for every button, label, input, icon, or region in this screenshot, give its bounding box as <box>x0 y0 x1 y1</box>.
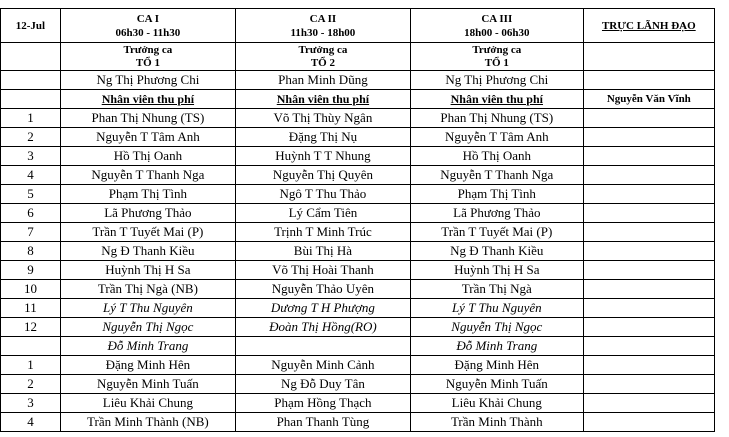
table-row <box>1 394 715 413</box>
shift-2-staff-cell[interactable]: Ng Đỗ Duy Tân <box>235 375 410 394</box>
duty-cell[interactable] <box>583 109 714 128</box>
table-row <box>1 223 715 242</box>
duty-cell[interactable] <box>583 204 714 223</box>
leader-2-team: TỔ 2 <box>310 56 335 69</box>
leader-name-row <box>1 71 715 90</box>
row-number-cell[interactable]: 11 <box>1 299 61 318</box>
duty-cell[interactable] <box>583 147 714 166</box>
leader-2-role-label: Trưởng ca <box>298 43 348 56</box>
shift-3-staff-cell[interactable]: Phan Thị Nhung (TS) <box>410 109 583 128</box>
shift-2-name: CA II <box>309 12 337 25</box>
leader-3-team: TỔ 1 <box>484 56 509 69</box>
shift-1-staff-cell[interactable]: Nguyễn Minh Tuấn <box>60 375 235 394</box>
row-number-cell[interactable]: 8 <box>1 242 61 261</box>
shift-1-staff-cell[interactable]: Đặng Minh Hên <box>60 356 235 375</box>
shift-1-staff-cell[interactable]: Phan Thị Nhung (TS) <box>60 109 235 128</box>
leader-1-team: TỔ 1 <box>135 56 160 69</box>
shift-3-staff-cell[interactable]: Nguyễn Thị Ngọc <box>410 318 583 337</box>
duty-cell[interactable] <box>583 261 714 280</box>
empty-cell[interactable] <box>1 71 61 90</box>
shift-2-staff-cell[interactable]: Trịnh T Minh Trúc <box>235 223 410 242</box>
staff-header-1[interactable]: Nhân viên thu phí <box>60 90 235 109</box>
shift-2-staff-cell[interactable] <box>235 337 410 356</box>
shift-1-time: 06h30 - 11h30 <box>115 26 181 39</box>
row-number-cell[interactable]: 1 <box>1 109 61 128</box>
table-row <box>1 261 715 280</box>
table-row <box>1 318 715 337</box>
duty-cell[interactable] <box>583 185 714 204</box>
row-number-cell[interactable]: 9 <box>1 261 61 280</box>
leader-1-name[interactable]: Ng Thị Phương Chi <box>60 71 235 90</box>
table-row <box>1 109 715 128</box>
shift-3-staff-cell[interactable]: Phạm Thị Tình <box>410 185 583 204</box>
row-number-cell[interactable]: 4 <box>1 166 61 185</box>
shift-3-staff-cell[interactable]: Hồ Thị Oanh <box>410 147 583 166</box>
shift-2-staff-cell[interactable]: Phạm Hồng Thạch <box>235 394 410 413</box>
shift-3-staff-cell[interactable]: Trần Thị Ngà <box>410 280 583 299</box>
shift-2-staff-cell[interactable]: Dương T H Phượng <box>235 299 410 318</box>
duty-cell[interactable] <box>583 413 714 432</box>
duty-cell[interactable] <box>583 128 714 147</box>
row-number-cell[interactable]: 5 <box>1 185 61 204</box>
shift-3-time: 18h00 - 06h30 <box>464 26 530 39</box>
shift-1-staff-cell[interactable]: Lý T Thu Nguyên <box>60 299 235 318</box>
duty-cell[interactable] <box>583 299 714 318</box>
shift-2-header[interactable] <box>235 9 410 43</box>
table-row <box>1 375 715 394</box>
empty-cell[interactable] <box>1 43 61 71</box>
row-number-cell[interactable]: 4 <box>1 413 61 432</box>
row-number-cell[interactable]: 1 <box>1 356 61 375</box>
duty-cell[interactable] <box>583 242 714 261</box>
duty-cell[interactable] <box>583 166 714 185</box>
table-row <box>1 413 715 432</box>
shift-1-staff-cell[interactable]: Phạm Thị Tình <box>60 185 235 204</box>
row-number-cell[interactable]: 3 <box>1 394 61 413</box>
leader-2-name[interactable]: Phan Minh Dũng <box>235 71 410 90</box>
shift-1-staff-cell[interactable]: Nguyễn Thị Ngọc <box>60 318 235 337</box>
duty-leader-name[interactable]: Nguyễn Văn Vĩnh <box>583 90 714 109</box>
staff-header-3[interactable]: Nhân viên thu phí <box>410 90 583 109</box>
shift-1-staff-cell[interactable]: Huỳnh Thị H Sa <box>60 261 235 280</box>
shift-2-staff-cell[interactable]: Nguyễn Thảo Uyên <box>235 280 410 299</box>
shift-1-staff-cell[interactable]: Trần Minh Thành (NB) <box>60 413 235 432</box>
duty-cell[interactable] <box>583 223 714 242</box>
shift-3-staff-cell[interactable]: Nguyễn T Thanh Nga <box>410 166 583 185</box>
shift-1-staff-cell[interactable]: Nguyễn T Thanh Nga <box>60 166 235 185</box>
shift-3-staff-cell[interactable]: Trần T Tuyết Mai (P) <box>410 223 583 242</box>
table-row <box>1 166 715 185</box>
duty-cell[interactable] <box>583 280 714 299</box>
shift-2-staff-cell[interactable]: Nguyễn Thị Quyên <box>235 166 410 185</box>
leader-2-role[interactable] <box>235 43 410 71</box>
shift-1-staff-cell[interactable]: Liêu Khải Chung <box>60 394 235 413</box>
row-number-cell[interactable]: 3 <box>1 147 61 166</box>
shift-3-staff-cell[interactable]: Huỳnh Thị H Sa <box>410 261 583 280</box>
shift-3-staff-cell[interactable]: Lý T Thu Nguyên <box>410 299 583 318</box>
leader-3-role-label: Trưởng ca <box>472 43 522 56</box>
shift-3-header[interactable] <box>410 9 583 43</box>
duty-leader-header[interactable]: TRỰC LÃNH ĐẠO <box>583 9 714 43</box>
table-row <box>1 185 715 204</box>
shift-2-staff-cell[interactable]: Đặng Thị Nụ <box>235 128 410 147</box>
shift-2-staff-cell[interactable]: Võ Thị Thùy Ngân <box>235 109 410 128</box>
shift-2-time: 11h30 - 18h00 <box>290 26 356 39</box>
empty-cell[interactable] <box>1 90 61 109</box>
shift-2-staff-cell[interactable]: Bùi Thị Hà <box>235 242 410 261</box>
shift-1-staff-cell[interactable]: Trần Thị Ngà (NB) <box>60 280 235 299</box>
shift-2-staff-cell[interactable]: Đoàn Thị Hồng(RO) <box>235 318 410 337</box>
shift-3-staff-cell[interactable]: Đỗ Minh Trang <box>410 337 583 356</box>
shift-3-staff-cell[interactable]: Trần Minh Thành <box>410 413 583 432</box>
shift-3-staff-cell[interactable]: Ng Đ Thanh Kiều <box>410 242 583 261</box>
header-row <box>1 9 715 43</box>
duty-cell[interactable] <box>583 337 714 356</box>
table-row <box>1 299 715 318</box>
shift-3-staff-cell[interactable]: Đặng Minh Hên <box>410 356 583 375</box>
shift-3-staff-cell[interactable]: Lã Phương Thảo <box>410 204 583 223</box>
shift-1-staff-cell[interactable]: Ng Đ Thanh Kiều <box>60 242 235 261</box>
date-cell[interactable]: 12-Jul <box>1 9 61 43</box>
row-number-cell[interactable]: 2 <box>1 375 61 394</box>
shift-1-staff-cell[interactable]: Hồ Thị Oanh <box>60 147 235 166</box>
shift-1-staff-cell[interactable]: Trần T Tuyết Mai (P) <box>60 223 235 242</box>
duty-cell[interactable] <box>583 394 714 413</box>
shift-2-staff-cell[interactable]: Lý Cẩm Tiên <box>235 204 410 223</box>
leader-role-row <box>1 43 715 71</box>
row-number-cell[interactable]: 2 <box>1 128 61 147</box>
staff-header-row <box>1 90 715 109</box>
duty-cell[interactable] <box>583 375 714 394</box>
table-row <box>1 204 715 223</box>
shift-2-staff-cell[interactable]: Nguyễn Minh Cảnh <box>235 356 410 375</box>
leader-1-role[interactable] <box>60 43 235 71</box>
duty-cell[interactable] <box>583 356 714 375</box>
row-number-cell[interactable] <box>1 337 61 356</box>
table-row <box>1 337 715 356</box>
table-row <box>1 242 715 261</box>
row-number-cell[interactable]: 6 <box>1 204 61 223</box>
shift-2-staff-cell[interactable]: Phan Thanh Tùng <box>235 413 410 432</box>
duty-cell[interactable] <box>583 318 714 337</box>
shift-2-staff-cell[interactable]: Ngô T Thu Thảo <box>235 185 410 204</box>
table-row <box>1 128 715 147</box>
shift-1-header[interactable] <box>60 9 235 43</box>
table-row <box>1 147 715 166</box>
shift-2-staff-cell[interactable]: Võ Thị Hoài Thanh <box>235 261 410 280</box>
row-number-cell[interactable]: 7 <box>1 223 61 242</box>
shift-1-staff-cell[interactable]: Nguyễn T Tâm Anh <box>60 128 235 147</box>
shift-3-staff-cell[interactable]: Nguyễn Minh Tuấn <box>410 375 583 394</box>
table-row <box>1 280 715 299</box>
row-number-cell[interactable]: 10 <box>1 280 61 299</box>
empty-cell[interactable] <box>583 43 714 71</box>
empty-cell[interactable] <box>583 71 714 90</box>
row-number-cell[interactable]: 12 <box>1 318 61 337</box>
shift-schedule-table <box>0 8 715 432</box>
shift-1-staff-cell[interactable]: Đỗ Minh Trang <box>60 337 235 356</box>
shift-1-name: CA I <box>136 12 160 25</box>
shift-1-staff-cell[interactable]: Lã Phương Thảo <box>60 204 235 223</box>
shift-2-staff-cell[interactable]: Huỳnh T T Nhung <box>235 147 410 166</box>
shift-3-name: CA III <box>481 12 513 25</box>
staff-header-2[interactable]: Nhân viên thu phí <box>235 90 410 109</box>
leader-1-role-label: Trưởng ca <box>123 43 173 56</box>
shift-3-staff-cell[interactable]: Liêu Khải Chung <box>410 394 583 413</box>
shift-3-staff-cell[interactable]: Nguyễn T Tâm Anh <box>410 128 583 147</box>
table-row <box>1 356 715 375</box>
leader-3-name[interactable]: Ng Thị Phương Chi <box>410 71 583 90</box>
leader-3-role[interactable] <box>410 43 583 71</box>
